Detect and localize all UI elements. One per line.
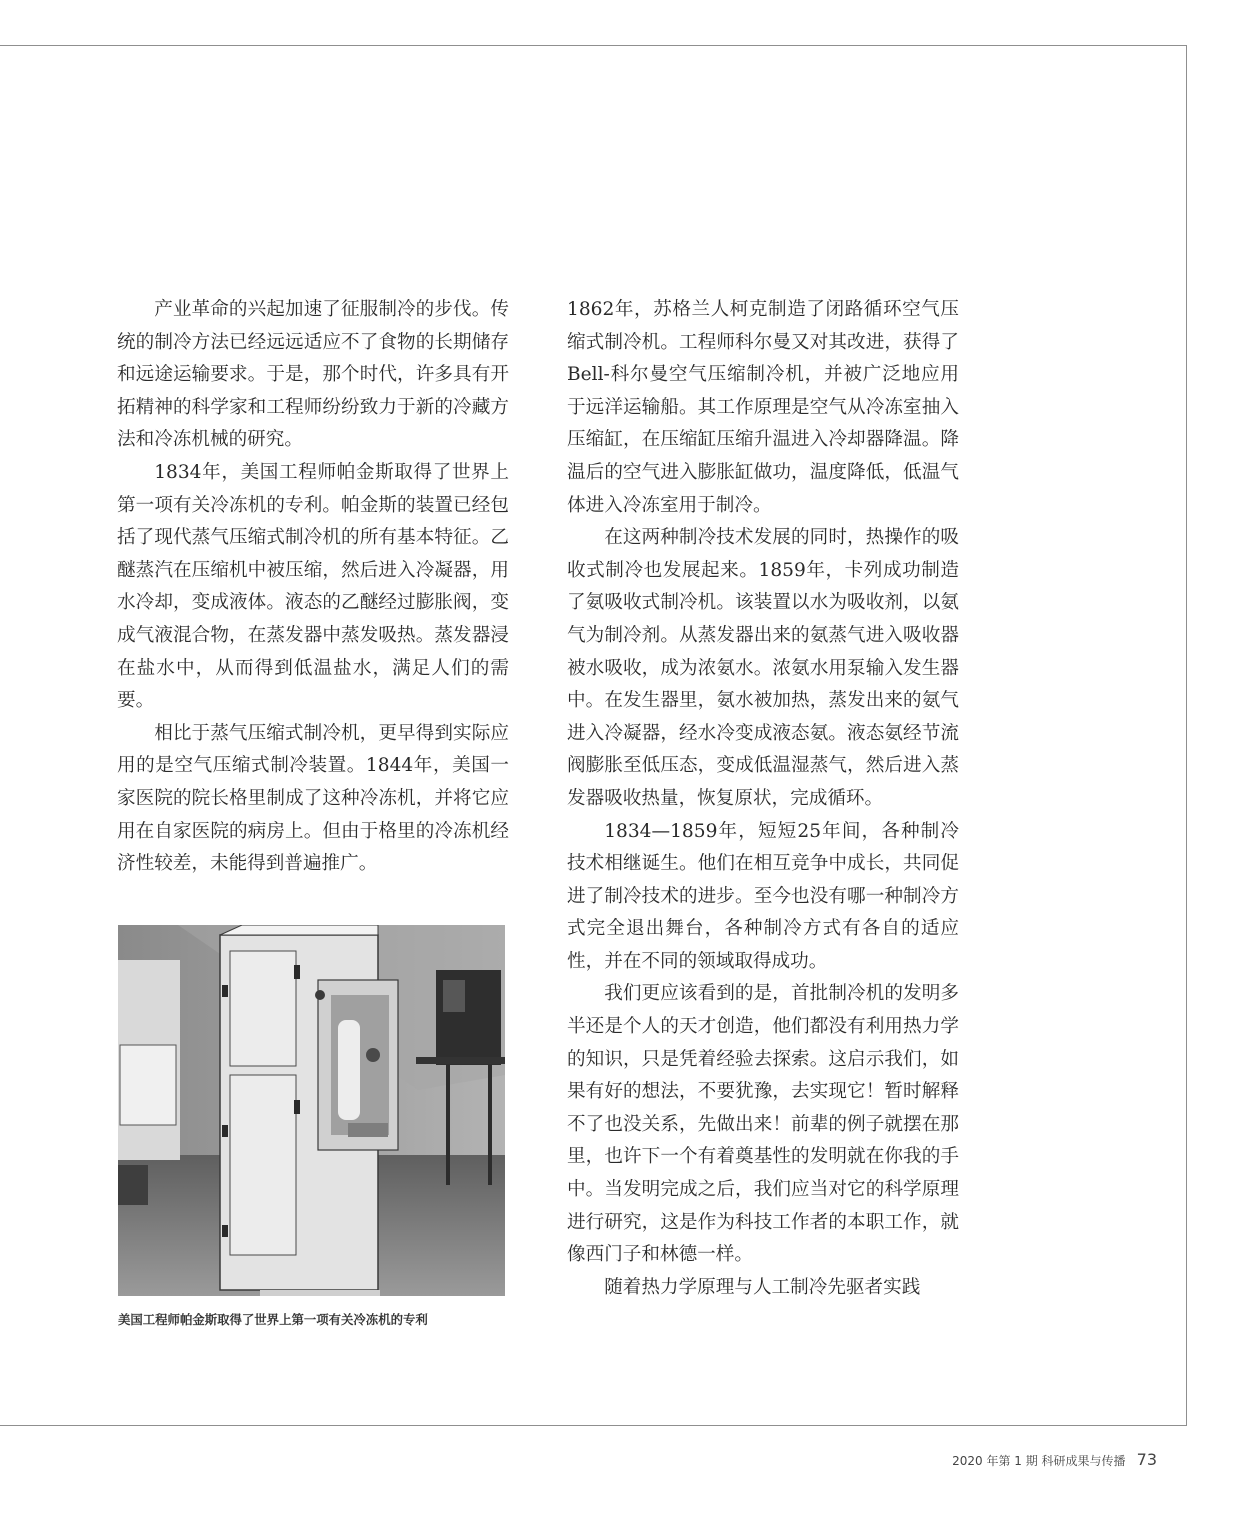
issue-info: 2020 年第 1 期 科研成果与传播 (952, 1454, 1126, 1468)
right-column (567, 294, 959, 1304)
vintage-refrigerator-image (118, 925, 505, 1296)
left-column (117, 294, 509, 881)
paragraph-technology-progress: 1834—1859年，短短25年间，各种制冷技术相继诞生。他们在相互竞争中成长，共同促进了制冷技术的进步。至今也没有哪一种制冷方式完全退出舞台，各种制冷方式有各自的适应性，并在不同的领域取得成功。 (567, 820, 959, 972)
frame-top-rule (0, 45, 1187, 46)
paragraph-absorption-refrigeration: 在这两种制冷技术发展的同时，热操作的吸收式制冷也发展起来。1859年，卡列成功制造了氨吸收式制冷机。该装置以水为吸收剂，以氨气为制冷剂。从蒸发器出来的氨蒸气进入吸收器被水吸收，成为浓氨水。浓氨水用泵输入发生器中。在发生器里，氨水被加热，蒸发出来的氨气进入冷凝器，经水冷变成液态氨。液态氨经节流阀膨胀至低压态，变成低温湿蒸气，然后进入蒸发器吸收热量，恢复原状，完成循环。 (567, 527, 959, 809)
paragraph-inspiration: 我们更应该看到的是，首批制冷机的发明多半还是个人的天才创造，他们都没有利用热力学的知识，只是凭着经验去探索。这启示我们，如果有好的想法，不要犹豫，去实现它！暂时解释不了也没关系，先做出来！前辈的例子就摆在那里，也许下一个有着奠基性的发明就在你我的手中。当发明完成之后，我们应当对它的科学原理进行研究，这是作为科技工作者的本职工作，就像西门子和林德一样。 (567, 983, 959, 1266)
page-footer (850, 1450, 1157, 1469)
paragraph-industrial-revolution: 产业革命的兴起加速了征服制冷的步伐。传统的制冷方法已经远远适应不了食物的长期储存和远途运输要求。于是，那个时代，许多具有开拓精神的科学家和工程师纷纷致力于新的冷藏方法和冷冻机械的研究。 (117, 299, 509, 451)
paragraph-kirk-closed-cycle: 1862年，苏格兰人柯克制造了闭路循环空气压缩式制冷机。工程师科尔曼又对其改进，获得了Bell-科尔曼空气压缩制冷机，并被广泛地应用于远洋运输船。其工作原理是空气从冷冻室抽入压缩缸，在压缩缸压缩升温进入冷却器降温。降温后的空气进入膨胀缸做功，温度降低，低温气体进入冷冻室用于制冷。 (567, 299, 959, 516)
frame-bottom-rule (0, 1425, 1187, 1426)
paragraph-continuation: 随着热力学原理与人工制冷先驱者实践 (604, 1276, 921, 1298)
figure-caption: 美国工程师帕金斯取得了世界上第一项有关冷冻机的专利 (118, 1312, 428, 1327)
frame-right-rule (1186, 45, 1187, 1426)
refrigerator-photo (118, 925, 505, 1296)
paragraph-gorrie-air-refrigeration: 相比于蒸气压缩式制冷机，更早得到实际应用的是空气压缩式制冷装置。1844年，美国一家医院的院长格里制成了这种冷冻机，并将它应用在自家医院的病房上。但由于格里的冷冻机经济性较差，未能得到普遍推广。 (117, 722, 509, 875)
page-number: 73 (1136, 1450, 1157, 1469)
paragraph-perkins-patent: 1834年，美国工程师帕金斯取得了世界上第一项有关冷冻机的专利。帕金斯的装置已经包括了现代蒸气压缩式制冷机的所有基本特征。乙醚蒸汽在压缩机中被压缩，然后进入冷凝器，用水冷却，变成液体。液态的乙醚经过膨胀阀，变成气液混合物，在蒸发器中蒸发吸热。蒸发器浸在盐水中，从而得到低温盐水，满足人们的需要。 (117, 461, 509, 712)
